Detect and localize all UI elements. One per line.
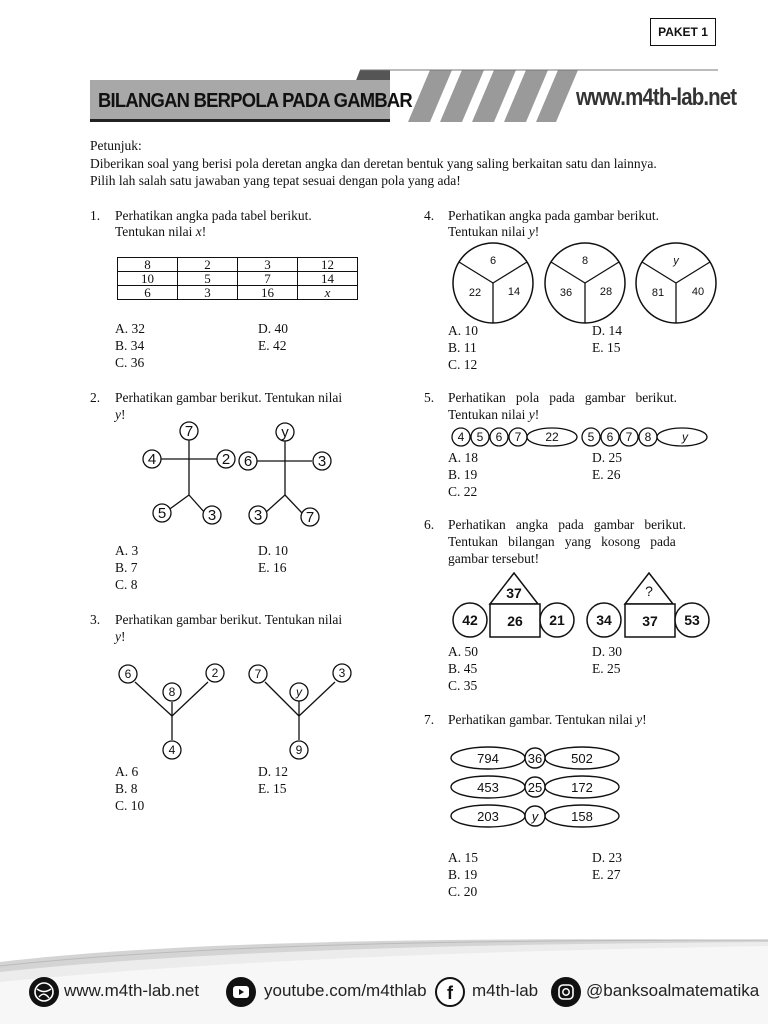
q5-var: y bbox=[528, 407, 535, 422]
q6-f1-right: 21 bbox=[549, 612, 565, 628]
q4-option-b[interactable]: B. 11 bbox=[448, 340, 477, 355]
q4-c1-right: 14 bbox=[507, 286, 521, 298]
table-cell: 14 bbox=[298, 272, 358, 286]
q3-f2-right: 3 bbox=[338, 666, 346, 680]
q2-f2-bl: 3 bbox=[253, 507, 263, 524]
q7-r2-right: 172 bbox=[571, 780, 593, 795]
youtube-icon bbox=[226, 977, 256, 1007]
q5-s2-3: 8 bbox=[644, 430, 652, 444]
q5-s1-3: 7 bbox=[514, 430, 522, 444]
q3-f1-left: 6 bbox=[124, 667, 132, 681]
table-cell: x bbox=[298, 286, 358, 300]
q2-f1-top: 7 bbox=[184, 423, 194, 440]
q2-option-b[interactable]: B. 7 bbox=[115, 560, 138, 575]
q7-option-e[interactable]: E. 27 bbox=[592, 867, 621, 882]
q3-excl: ! bbox=[121, 629, 126, 644]
footer-instagram[interactable]: @banksoalmatematika bbox=[586, 981, 760, 1000]
q6-f2-top: ? bbox=[645, 583, 653, 599]
q6-number: 6. bbox=[424, 517, 435, 532]
site-url[interactable]: www.m4th-lab.net bbox=[576, 84, 737, 111]
table-cell: 5 bbox=[178, 272, 238, 286]
q4-c2-top: 8 bbox=[581, 255, 589, 267]
q1-option-b[interactable]: B. 34 bbox=[115, 338, 145, 353]
svg-text:f: f bbox=[447, 983, 453, 1003]
q5-s2-2: 7 bbox=[625, 430, 633, 444]
q5-excl: ! bbox=[534, 407, 540, 422]
q2-number: 2. bbox=[90, 390, 101, 405]
q2-f2-left: 6 bbox=[243, 453, 253, 470]
q6-f1-mid: 26 bbox=[507, 613, 523, 629]
q6-f2-mid: 37 bbox=[642, 613, 658, 629]
q5-option-d[interactable]: D. 25 bbox=[592, 450, 622, 465]
q6-option-e[interactable]: E. 25 bbox=[592, 661, 621, 676]
table-row bbox=[118, 258, 358, 272]
q6-option-c[interactable]: C. 35 bbox=[448, 678, 478, 693]
q3-f1-bottom: 4 bbox=[168, 743, 176, 757]
q2-excl: ! bbox=[121, 407, 126, 422]
q7-figure bbox=[448, 742, 628, 834]
q1-option-c[interactable]: C. 36 bbox=[115, 355, 145, 370]
q2-option-d[interactable]: D. 10 bbox=[258, 543, 288, 558]
q3-option-e[interactable]: E. 15 bbox=[258, 781, 287, 796]
q5-s1-end: 22 bbox=[545, 430, 559, 444]
q4-c1-left: 22 bbox=[468, 287, 482, 299]
footer-facebook[interactable]: m4th-lab bbox=[472, 981, 539, 1000]
q3-number: 3. bbox=[90, 612, 101, 627]
q5-option-b[interactable]: B. 19 bbox=[448, 467, 478, 482]
q3-f1-right: 2 bbox=[211, 666, 219, 680]
q5-s2-0: 5 bbox=[587, 430, 595, 444]
q6-line1: Perhatikan angka pada gambar berikut. bbox=[448, 517, 687, 532]
table-cell: 12 bbox=[298, 258, 358, 272]
q4-prompt: Tentukan nilai bbox=[448, 224, 526, 239]
q3-f2-bottom: 9 bbox=[295, 743, 303, 757]
q4-var: y bbox=[528, 224, 535, 239]
q5-s1-2: 6 bbox=[495, 430, 503, 444]
table-cell: 10 bbox=[118, 272, 178, 286]
q2-f1-br: 3 bbox=[207, 507, 217, 524]
table-row bbox=[118, 286, 358, 300]
q2-var: y bbox=[115, 407, 121, 422]
q3-line1: Perhatikan gambar berikut. Tentukan nilai bbox=[115, 612, 343, 627]
q7-option-a[interactable]: A. 15 bbox=[448, 850, 478, 865]
q3-var: y bbox=[115, 629, 121, 644]
web-icon bbox=[29, 977, 59, 1007]
instructions-label: Petunjuk: bbox=[90, 138, 142, 153]
q7-r2-left: 453 bbox=[477, 780, 499, 795]
q6-f1-left: 42 bbox=[462, 612, 478, 628]
q3-option-c[interactable]: C. 10 bbox=[115, 798, 145, 813]
q3-line2 bbox=[115, 628, 126, 645]
q5-line2 bbox=[448, 406, 539, 423]
q6-option-a[interactable]: A. 50 bbox=[448, 644, 478, 659]
q5-s2-end: y bbox=[682, 430, 688, 444]
q4-option-a[interactable]: A. 10 bbox=[448, 323, 478, 338]
table-cell: 3 bbox=[238, 258, 298, 272]
q1-excl: ! bbox=[201, 224, 207, 239]
footer-swoosh bbox=[0, 920, 768, 1024]
q7-number: 7. bbox=[424, 712, 435, 727]
table-cell: 2 bbox=[178, 258, 238, 272]
q4-figure bbox=[448, 240, 723, 326]
q4-excl: ! bbox=[534, 224, 540, 239]
q6-line2: Tentukan bilangan yang kosong pada bbox=[448, 534, 676, 549]
q4-c2-left: 36 bbox=[559, 287, 573, 299]
table-cell: 8 bbox=[118, 258, 178, 272]
q3-f2-left: 7 bbox=[254, 667, 262, 681]
q7-excl: ! bbox=[642, 712, 647, 727]
q1-option-e[interactable]: E. 42 bbox=[258, 338, 287, 353]
table-cell: 16 bbox=[238, 286, 298, 300]
q7-line1 bbox=[448, 711, 647, 728]
table-row bbox=[118, 272, 358, 286]
q4-c2-right: 28 bbox=[599, 286, 613, 298]
q5-s2-1: 6 bbox=[606, 430, 614, 444]
q3-f1-mid: 8 bbox=[168, 685, 176, 699]
q5-prompt: Tentukan nilai bbox=[448, 407, 526, 422]
instructions-line1: Diberikan soal yang berisi pola deretan angka dan deretan bentuk yang saling berkaitan satu dan lainnya. bbox=[90, 156, 657, 171]
q7-prompt: Perhatikan gambar. Tentukan nilai bbox=[448, 712, 633, 727]
q4-line2 bbox=[448, 223, 539, 240]
q4-option-d[interactable]: D. 14 bbox=[592, 323, 622, 338]
q7-var: y bbox=[636, 712, 643, 727]
q4-option-e[interactable]: E. 15 bbox=[592, 340, 621, 355]
q2-f2-br: 7 bbox=[305, 509, 315, 526]
q5-s1-0: 4 bbox=[457, 430, 465, 444]
q1-option-a[interactable]: A. 32 bbox=[115, 321, 145, 336]
q1-table bbox=[117, 257, 358, 300]
q2-f1-bl: 5 bbox=[157, 505, 167, 522]
q7-r3-right: 158 bbox=[571, 809, 593, 824]
q7-r3-mid: y bbox=[531, 809, 539, 824]
q4-line1: Perhatikan angka pada gambar berikut. bbox=[448, 208, 660, 223]
q3-f2-mid: y bbox=[296, 685, 302, 699]
q2-f2-right: 3 bbox=[317, 453, 327, 470]
paket-label: PAKET 1 bbox=[650, 18, 716, 46]
q7-r1-right: 502 bbox=[571, 751, 593, 766]
instructions-line2: Pilih lah salah satu jawaban yang tepat sesuai dengan pola yang ada! bbox=[90, 173, 461, 188]
q1-option-d[interactable]: D. 40 bbox=[258, 321, 288, 336]
q1-prompt: Tentukan nilai bbox=[115, 224, 193, 239]
q5-figure bbox=[448, 425, 710, 449]
q2-option-e[interactable]: E. 16 bbox=[258, 560, 287, 575]
q1-line1: Perhatikan angka pada tabel berikut. bbox=[115, 208, 312, 223]
q3-figure bbox=[110, 658, 360, 766]
q6-line3: gambar tersebut! bbox=[448, 551, 540, 566]
q2-f2-top: y bbox=[281, 424, 289, 441]
q2-f1-left: 4 bbox=[147, 451, 157, 468]
q6-option-b[interactable]: B. 45 bbox=[448, 661, 478, 676]
q7-option-b[interactable]: B. 19 bbox=[448, 867, 478, 882]
q7-r1-left: 794 bbox=[477, 751, 499, 766]
q5-option-c[interactable]: C. 22 bbox=[448, 484, 478, 499]
q4-number: 4. bbox=[424, 208, 435, 223]
q5-option-a[interactable]: A. 18 bbox=[448, 450, 478, 465]
q5-number: 5. bbox=[424, 390, 435, 405]
q1-var: x bbox=[195, 224, 202, 239]
q7-r2-mid: 25 bbox=[527, 780, 543, 795]
q6-f1-top: 37 bbox=[506, 585, 522, 601]
q1-number: 1. bbox=[90, 208, 101, 223]
q3-option-d[interactable]: D. 12 bbox=[258, 764, 288, 779]
q4-option-c[interactable]: C. 12 bbox=[448, 357, 478, 372]
facebook-icon bbox=[435, 977, 465, 1007]
q2-option-c[interactable]: C. 8 bbox=[115, 577, 138, 592]
q4-c3-top: y bbox=[673, 255, 679, 267]
q5-option-e[interactable]: E. 26 bbox=[592, 467, 621, 482]
q3-option-b[interactable]: B. 8 bbox=[115, 781, 138, 796]
q2-line1: Perhatikan gambar berikut. Tentukan nilai bbox=[115, 390, 343, 405]
q2-f1-right: 2 bbox=[221, 451, 231, 468]
q7-r1-mid: 36 bbox=[527, 751, 543, 766]
q5-s1-1: 5 bbox=[476, 430, 484, 444]
q6-f2-left: 34 bbox=[596, 612, 612, 628]
q6-figure bbox=[448, 570, 718, 642]
q2-figure bbox=[130, 415, 350, 533]
instagram-icon bbox=[551, 977, 581, 1007]
q7-r3-left: 203 bbox=[477, 809, 499, 824]
q4-c1-top: 6 bbox=[489, 255, 497, 267]
table-cell: 6 bbox=[118, 286, 178, 300]
q4-c3-left: 81 bbox=[651, 287, 665, 299]
footer-web[interactable]: www.m4th-lab.net bbox=[64, 981, 200, 1000]
q6-f2-right: 53 bbox=[684, 612, 700, 628]
q7-option-c[interactable]: C. 20 bbox=[448, 884, 478, 899]
q1-line2 bbox=[115, 223, 206, 240]
q7-option-d[interactable]: D. 23 bbox=[592, 850, 622, 865]
q6-option-d[interactable]: D. 30 bbox=[592, 644, 622, 659]
q2-line2 bbox=[115, 406, 126, 423]
q2-option-a[interactable]: A. 3 bbox=[115, 543, 139, 558]
q3-option-a[interactable]: A. 6 bbox=[115, 764, 139, 779]
table-cell: 7 bbox=[238, 272, 298, 286]
q4-c3-right: 40 bbox=[691, 286, 705, 298]
footer-youtube[interactable]: youtube.com/m4thlab bbox=[264, 981, 427, 1000]
q5-line1: Perhatikan pola pada gambar berikut. bbox=[448, 390, 678, 405]
table-cell: 3 bbox=[178, 286, 238, 300]
page-title: BILANGAN BERPOLA PADA GAMBAR bbox=[98, 90, 412, 112]
